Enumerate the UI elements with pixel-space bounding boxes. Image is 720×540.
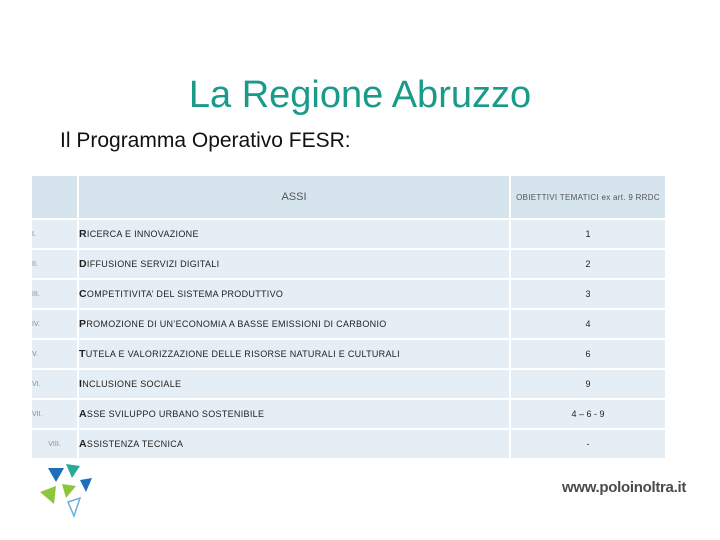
header-number-cell: [32, 176, 77, 218]
axis-label-initial: A: [79, 408, 87, 420]
axis-label: [79, 370, 509, 398]
axis-number: I.: [32, 220, 77, 248]
header-assi: ASSI: [79, 176, 509, 218]
axis-label: [79, 340, 509, 368]
table-row: [32, 280, 665, 308]
axis-thematic-objective: 9: [511, 370, 665, 398]
axis-label-rest: ICERCA E INNOVAZIONE: [86, 229, 199, 239]
axis-thematic-objective: 3: [511, 280, 665, 308]
axis-label-rest: OMPETITIVITA’ DEL SISTEMA PRODUTTIVO: [86, 289, 284, 299]
axis-label-rest: SSISTENZA TECNICA: [86, 439, 184, 449]
axis-label-initial: I: [79, 378, 83, 390]
table-row: [32, 430, 665, 458]
axis-label-rest: UTELA E VALORIZZAZIONE DELLE RISORSE NATURALI E CULTURALI: [85, 349, 400, 359]
axis-thematic-objective: 2: [511, 250, 665, 278]
table-row: [32, 400, 665, 428]
axis-label-initial: A: [79, 438, 87, 450]
polo-inoltra-logo-icon: [36, 462, 98, 520]
axis-label-rest: NCLUSIONE SOCIALE: [82, 379, 182, 389]
page-title: La Regione Abruzzo: [188, 74, 532, 116]
table-row: [32, 340, 665, 368]
axis-label: [79, 400, 509, 428]
header-obiettivi-tematici: OBIETTIVI TEMATICI ex art. 9 RRDC: [511, 176, 665, 218]
axis-number: IV.: [32, 310, 77, 338]
axis-label-initial: C: [79, 288, 87, 300]
page-subtitle: Il Programma Operativo FESR:: [60, 129, 351, 152]
axes-table: [30, 174, 667, 460]
axis-label-initial: P: [79, 318, 87, 330]
axis-thematic-objective: 4 – 6 - 9: [511, 400, 665, 428]
axis-thematic-objective: 6: [511, 340, 665, 368]
axis-number: VIII.: [32, 430, 77, 458]
table-row: [32, 220, 665, 248]
axis-label-rest: SSE SVILUPPO URBANO SOSTENIBILE: [86, 409, 265, 419]
table-row: [32, 310, 665, 338]
axis-thematic-objective: 1: [511, 220, 665, 248]
axis-number: V.: [32, 340, 77, 368]
axis-label-rest: ROMOZIONE DI UN’ECONOMIA A BASSE EMISSIONI DI CARBONIO: [86, 319, 387, 329]
axis-label: [79, 280, 509, 308]
table-header-row: [32, 176, 665, 218]
axis-label: [79, 250, 509, 278]
axis-number: III.: [32, 280, 77, 308]
axis-number: VII.: [32, 400, 77, 428]
axis-label-initial: D: [79, 258, 87, 270]
table-row: [32, 250, 665, 278]
axis-label-rest: IFFUSIONE SERVIZI DIGITALI: [86, 259, 220, 269]
table-row: [32, 370, 665, 398]
axis-number: VI.: [32, 370, 77, 398]
axis-label-initial: T: [79, 348, 86, 360]
website-link[interactable]: www.poloinoltra.it: [562, 479, 687, 496]
axis-thematic-objective: -: [511, 430, 665, 458]
axis-thematic-objective: 4: [511, 310, 665, 338]
axis-label-initial: R: [79, 228, 87, 240]
axis-label: [79, 220, 509, 248]
axis-label: [79, 310, 509, 338]
axis-number: II.: [32, 250, 77, 278]
axis-label: [79, 430, 509, 458]
